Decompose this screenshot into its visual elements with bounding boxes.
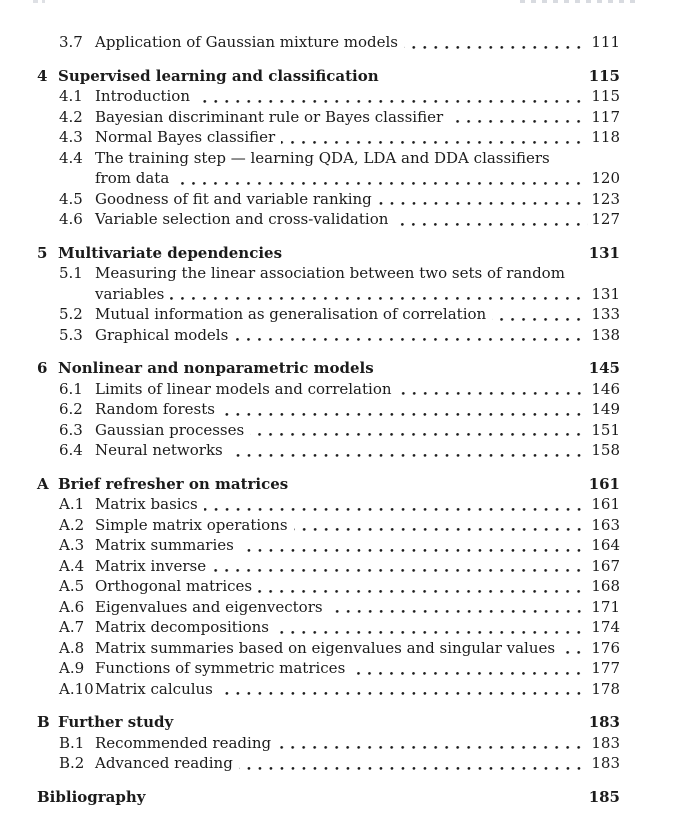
entry-title: Matrix decompositions: [95, 618, 270, 636]
entry-number: 5.1: [59, 264, 83, 282]
entry-number: A.7: [59, 618, 85, 636]
toc-entry-section-a-1[interactable]: [37, 494, 620, 515]
leader-space: [374, 358, 589, 379]
entry-number: 4.1: [59, 87, 83, 105]
entry-title: Random forests: [95, 400, 215, 418]
dot-leader: [486, 304, 591, 325]
entry-number: A.10: [59, 679, 94, 698]
entry-title: Bayesian discriminant rule or Bayes classifier: [95, 107, 444, 126]
entry-title: Variable selection and cross-validation: [95, 210, 389, 228]
entry-page: 131: [591, 284, 620, 303]
entry-title: Multivariate dependencies: [58, 243, 283, 262]
entry-page: 185: [588, 787, 620, 806]
entry-title: Application of Gaussian mixture models: [95, 33, 398, 51]
entry-number: A.3: [59, 536, 85, 554]
entry-page: 177: [591, 659, 620, 677]
toc-entry-section-5-1-continued[interactable]: [37, 284, 620, 305]
leader-space: [288, 474, 588, 495]
entry-page: 174: [591, 618, 620, 636]
entry-number: 5.3: [59, 325, 83, 344]
entry-page: 168: [591, 577, 620, 595]
entry-number: A.6: [59, 597, 85, 616]
entry-title: Graphical models: [95, 325, 229, 344]
toc-entry-section-4-2[interactable]: [37, 107, 620, 128]
toc-entry-section-a-9[interactable]: [37, 658, 620, 679]
toc-entry-section-6-1[interactable]: [37, 379, 620, 400]
toc-entry-section-4-1[interactable]: [37, 86, 620, 107]
dot-leader: [190, 86, 591, 107]
entry-page: 183: [588, 713, 620, 731]
entry-page: 111: [591, 33, 620, 51]
dot-leader: [215, 399, 591, 420]
entry-title: Further study: [58, 713, 174, 731]
entry-number: B.2: [59, 754, 85, 772]
entry-title: Supervised learning and classification: [58, 66, 379, 85]
entry-number: 4.2: [59, 107, 83, 126]
dot-leader: [392, 379, 592, 400]
entry-title: Measuring the linear association between two sets of random: [95, 264, 565, 282]
entry-title-continued: from data: [95, 169, 170, 187]
entry-page: 131: [588, 243, 620, 262]
toc-entry-section-b-2[interactable]: [37, 753, 620, 774]
dot-leader: [223, 440, 592, 461]
toc-entry-section-a-7[interactable]: [37, 617, 620, 638]
entry-title: Brief refresher on matrices: [58, 474, 289, 493]
entry-page: 178: [591, 679, 620, 698]
toc-entry-chapter-5[interactable]: [37, 243, 620, 264]
entry-title: Matrix inverse: [95, 556, 207, 575]
entry-number: 6.1: [59, 379, 83, 398]
entry-title: The training step — learning QDA, LDA and DDA classifiers: [95, 148, 550, 167]
toc-entry-section-a-8[interactable]: [37, 638, 620, 659]
dot-leader: [169, 168, 591, 189]
toc-entry-section-4-3[interactable]: [37, 127, 620, 148]
toc-entry-section-a-4[interactable]: [37, 556, 620, 577]
entry-number: 5.2: [59, 305, 83, 323]
entry-title: Goodness of fit and variable ranking: [95, 189, 372, 208]
entry-title: Bibliography: [37, 787, 146, 806]
dot-leader: [275, 127, 591, 148]
dot-leader: [398, 32, 591, 53]
dot-leader: [269, 617, 591, 638]
entry-title: Limits of linear models and correlation: [95, 379, 392, 398]
entry-number: A.5: [59, 577, 85, 595]
entry-page: 164: [591, 536, 620, 554]
toc-entry-section-4-4-continued[interactable]: [37, 168, 620, 189]
dot-leader: [555, 638, 591, 659]
dot-leader: [228, 325, 591, 346]
toc-entry-chapter-b[interactable]: [37, 712, 620, 733]
dot-leader: [244, 420, 591, 441]
entry-page: 123: [591, 189, 620, 208]
entry-page: 183: [591, 754, 620, 772]
entry-title: Simple matrix operations: [95, 515, 288, 534]
dot-leader: [198, 494, 592, 515]
cutoff-running-header-remnant-left: [33, 0, 45, 3]
dot-leader: [164, 284, 591, 305]
entry-number: A.8: [59, 638, 85, 657]
cutoff-running-header-remnant-right: [520, 0, 636, 3]
toc-entry-section-a-6[interactable]: [37, 597, 620, 618]
entry-title: Introduction: [95, 87, 190, 105]
entry-number: B.1: [59, 733, 85, 752]
entry-number: A.4: [59, 556, 85, 575]
entry-number: 6.4: [59, 441, 83, 459]
toc-entry-section-6-4[interactable]: [37, 440, 620, 461]
entry-number: 6.3: [59, 420, 83, 439]
entry-page: 176: [591, 638, 620, 657]
entry-title: Matrix summaries: [95, 536, 234, 554]
entry-title: Recommended reading: [95, 733, 272, 752]
toc-entry-section-5-3[interactable]: [37, 325, 620, 346]
toc-entry-chapter-6[interactable]: [37, 358, 620, 379]
entry-title: Gaussian processes: [95, 420, 245, 439]
entry-number: A.9: [59, 659, 85, 677]
entry-number: B: [37, 713, 50, 731]
entry-number: A: [37, 474, 49, 493]
entry-number: 6.2: [59, 400, 83, 418]
table-of-contents: [37, 32, 620, 807]
entry-title: Matrix summaries based on eigenvalues and singular values: [95, 638, 556, 657]
dot-leader: [252, 576, 591, 597]
dot-leader: [372, 189, 592, 210]
toc-entry-section-5-2[interactable]: [37, 304, 620, 325]
dot-leader: [234, 535, 592, 556]
entry-page: 167: [591, 556, 620, 575]
toc-entry-chapter-4[interactable]: [37, 66, 620, 87]
entry-page: 149: [591, 400, 620, 418]
entry-title: Orthogonal matrices: [95, 577, 253, 595]
entry-page: 115: [588, 66, 620, 85]
dot-leader: [345, 658, 591, 679]
dot-leader: [443, 107, 591, 128]
entry-number: 4.4: [59, 148, 83, 167]
entry-page: 133: [591, 305, 620, 323]
leader-space: [282, 243, 589, 264]
dot-leader: [271, 733, 591, 754]
leader-space: [379, 66, 589, 87]
entry-title: Matrix calculus: [95, 679, 213, 698]
toc-entry-section-b-1[interactable]: [37, 733, 620, 754]
entry-number: 3.7: [59, 33, 83, 51]
entry-page: 127: [591, 210, 620, 228]
toc-entry-section-4-4[interactable]: [37, 148, 620, 169]
entry-number: 6: [37, 359, 48, 377]
dot-leader: [323, 597, 592, 618]
entry-title: Normal Bayes classifier: [95, 128, 276, 146]
entry-title: Eigenvalues and eigenvectors: [95, 597, 323, 616]
entry-page: 183: [591, 733, 620, 752]
toc-entry-section-6-3[interactable]: [37, 420, 620, 441]
toc-entry-chapter-bibliography[interactable]: [37, 787, 620, 808]
entry-page: 151: [591, 420, 620, 439]
entry-title: Advanced reading: [95, 754, 233, 772]
toc-entry-section-4-5[interactable]: [37, 189, 620, 210]
entry-title: Nonlinear and nonparametric models: [58, 359, 374, 377]
leader-space: [173, 712, 589, 733]
dot-leader: [213, 679, 591, 700]
entry-title: Mutual information as generalisation of correlation: [95, 305, 487, 323]
leader-space: [146, 787, 589, 808]
entry-page: 161: [588, 474, 620, 493]
entry-page: 146: [591, 379, 620, 398]
toc-entry-section-a-10[interactable]: [37, 679, 620, 700]
dot-leader: [288, 515, 592, 536]
dot-leader: [206, 556, 591, 577]
entry-page: 118: [591, 128, 620, 146]
entry-page: 115: [591, 87, 620, 105]
dot-leader: [233, 753, 592, 774]
entry-title: Functions of symmetric matrices: [95, 659, 346, 677]
entry-number: 4.5: [59, 189, 83, 208]
entry-number: 4.6: [59, 210, 83, 228]
entry-page: 163: [591, 515, 620, 534]
entry-number: A.2: [59, 515, 85, 534]
entry-title-continued: variables: [95, 284, 165, 303]
entry-page: 138: [591, 325, 620, 344]
entry-number: 4.3: [59, 128, 83, 146]
entry-title: Neural networks: [95, 441, 223, 459]
entry-title: Matrix basics: [95, 495, 198, 513]
toc-entry-section-4-6[interactable]: [37, 209, 620, 230]
toc-entry-section-5-1[interactable]: [37, 263, 620, 284]
toc-entry-section-3-7[interactable]: [37, 32, 620, 53]
toc-entry-chapter-a[interactable]: [37, 474, 620, 495]
dot-leader: [388, 209, 591, 230]
entry-page: 145: [588, 359, 620, 377]
toc-entry-section-6-2[interactable]: [37, 399, 620, 420]
entry-number: A.1: [59, 495, 85, 513]
entry-page: 120: [591, 169, 620, 187]
entry-page: 158: [591, 441, 620, 459]
toc-entry-section-a-2[interactable]: [37, 515, 620, 536]
entry-page: 117: [591, 107, 620, 126]
toc-entry-section-a-3[interactable]: [37, 535, 620, 556]
entry-number: 4: [37, 66, 48, 85]
entry-page: 161: [591, 495, 620, 513]
toc-entry-section-a-5[interactable]: [37, 576, 620, 597]
entry-number: 5: [37, 243, 48, 262]
entry-page: 171: [591, 597, 620, 616]
